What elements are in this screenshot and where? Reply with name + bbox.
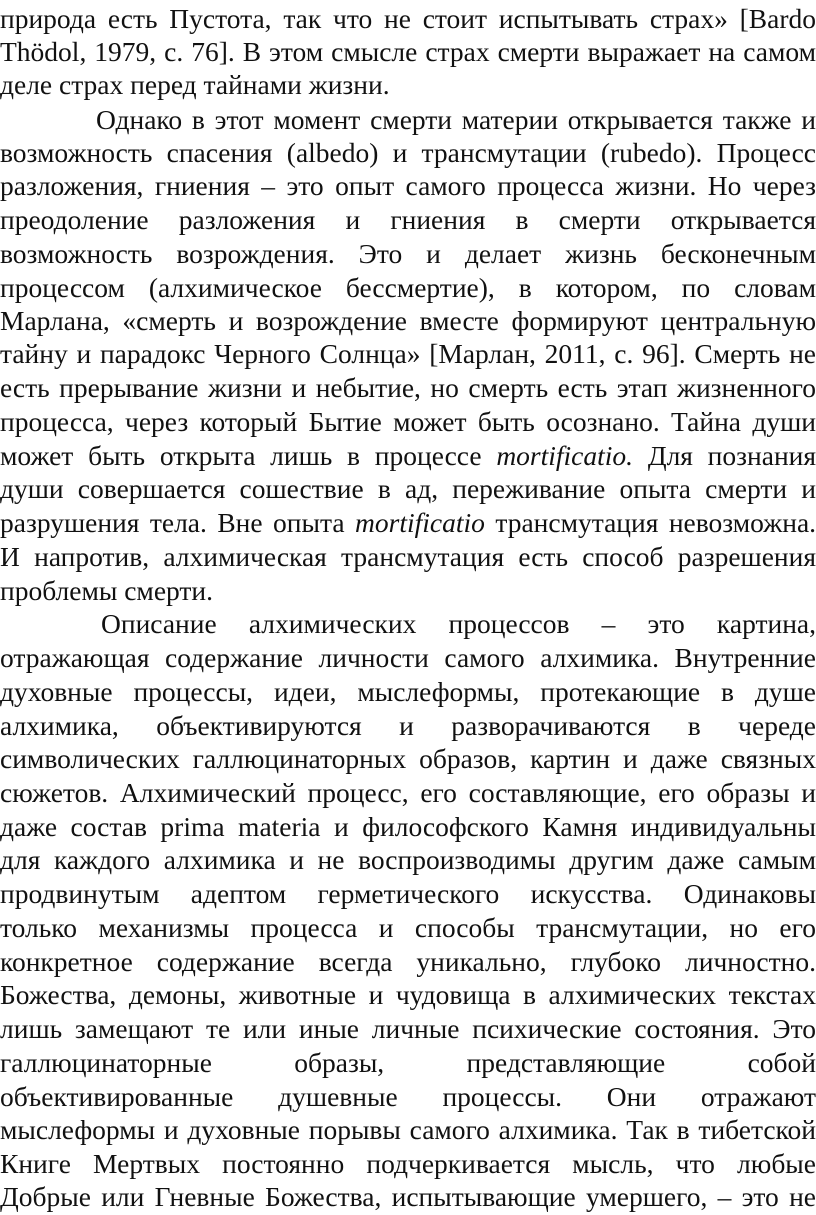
text-line <box>0 506 816 540</box>
text-line: Однако в этот момент смерти материи открывается также и <box>96 104 816 135</box>
text-line: природа есть Пустота, так что не стоит испытывать страх» [Bardo <box>0 3 816 34</box>
text-line: символических галлюцинаторных образов, картин и даже связных <box>0 743 816 774</box>
text-line: объективированные душевные процессы. Они отражают <box>0 1081 816 1112</box>
text-line: разложения, гниения – это опыт самого процесса жизни. Но через <box>0 170 816 201</box>
text-line: мыслеформы и духовные порывы самого алхимика. Так в тибетской <box>0 1114 816 1145</box>
text-line: Добрые или Гневные Божества, испытывающие умершего, – это не <box>0 1181 816 1212</box>
text-line <box>0 439 816 473</box>
text-segment: трансмутация невозможна. <box>495 507 816 538</box>
text-line: Марлана, «смерть и возрождение вместе формируют центральную <box>0 305 816 336</box>
text-line: есть прерывание жизни и небытие, но смерть есть этап жизненного <box>0 372 816 403</box>
text-line: И напротив, алхимическая трансмутация есть способ разрешения <box>0 541 816 572</box>
text-line: процесса, через который Бытие может быть осознано. Тайна души <box>0 406 816 437</box>
italic-term: mortificatio. <box>496 440 634 471</box>
text-line: Описание алхимических процессов – это картина, <box>101 608 816 639</box>
text-line: духовные процессы, идеи, мыслеформы, протекающие в душе <box>0 676 816 707</box>
text-line: Божества, демоны, животные и чудовища в алхимических текстах <box>0 979 816 1010</box>
text-line: возможность возрождения. Это и делает жизнь бесконечным <box>0 238 816 269</box>
text-line: преодоление разложения и гниения в смерти открывается <box>0 204 816 235</box>
text-line: тайну и парадокс Черного Солнца» [Марлан, 2011, с. 96]. Смерть не <box>0 338 816 369</box>
italic-term: mortificatio <box>355 507 485 538</box>
text-line: алхимика, объективируются и разворачиваются в череде <box>0 710 816 741</box>
text-line: проблемы смерти. <box>0 575 214 606</box>
text-segment: может быть открыта лишь в процессе <box>0 440 482 471</box>
text-line: даже состав prima materia и философского Камня индивидуальны <box>0 811 816 842</box>
text-line: Thödol, 1979, с. 76]. В этом смысле страх смерти выражает на самом <box>0 36 816 67</box>
text-line: процессом (алхимическое бессмертие), в котором, по словам <box>0 272 816 303</box>
text-line: деле страх перед тайнами жизни. <box>0 69 390 100</box>
text-line: только механизмы процесса и способы трансмутации, но его <box>0 912 816 943</box>
text-line: галлюцинаторные образы, представляющие собой <box>0 1047 816 1078</box>
text-line: Книге Мертвых постоянно подчеркивается мысль, что любые <box>0 1148 816 1179</box>
text-line: лишь замещают те или иные личные психические состояния. Это <box>0 1013 816 1044</box>
text-line: души совершается сошествие в ад, переживание опыта смерти и <box>0 473 816 504</box>
text-segment: Для познания <box>647 440 816 471</box>
text-line: продвинутым адептом герметического искусства. Одинаковы <box>0 878 816 909</box>
text-line: отражающая содержание личности самого алхимика. Внутренние <box>0 642 816 673</box>
text-line: конкретное содержание всегда уникально, глубоко личностно. <box>0 946 816 977</box>
text-segment: разрушения тела. Вне опыта <box>0 507 345 538</box>
text-line: сюжетов. Алхимический процесс, его составляющие, его образы и <box>0 777 816 808</box>
text-line: возможность спасения (albedo) и трансмутации (rubedo). Процесс <box>0 137 816 168</box>
text-line: для каждого алхимика и не воспроизводимы другим даже самым <box>0 844 816 875</box>
